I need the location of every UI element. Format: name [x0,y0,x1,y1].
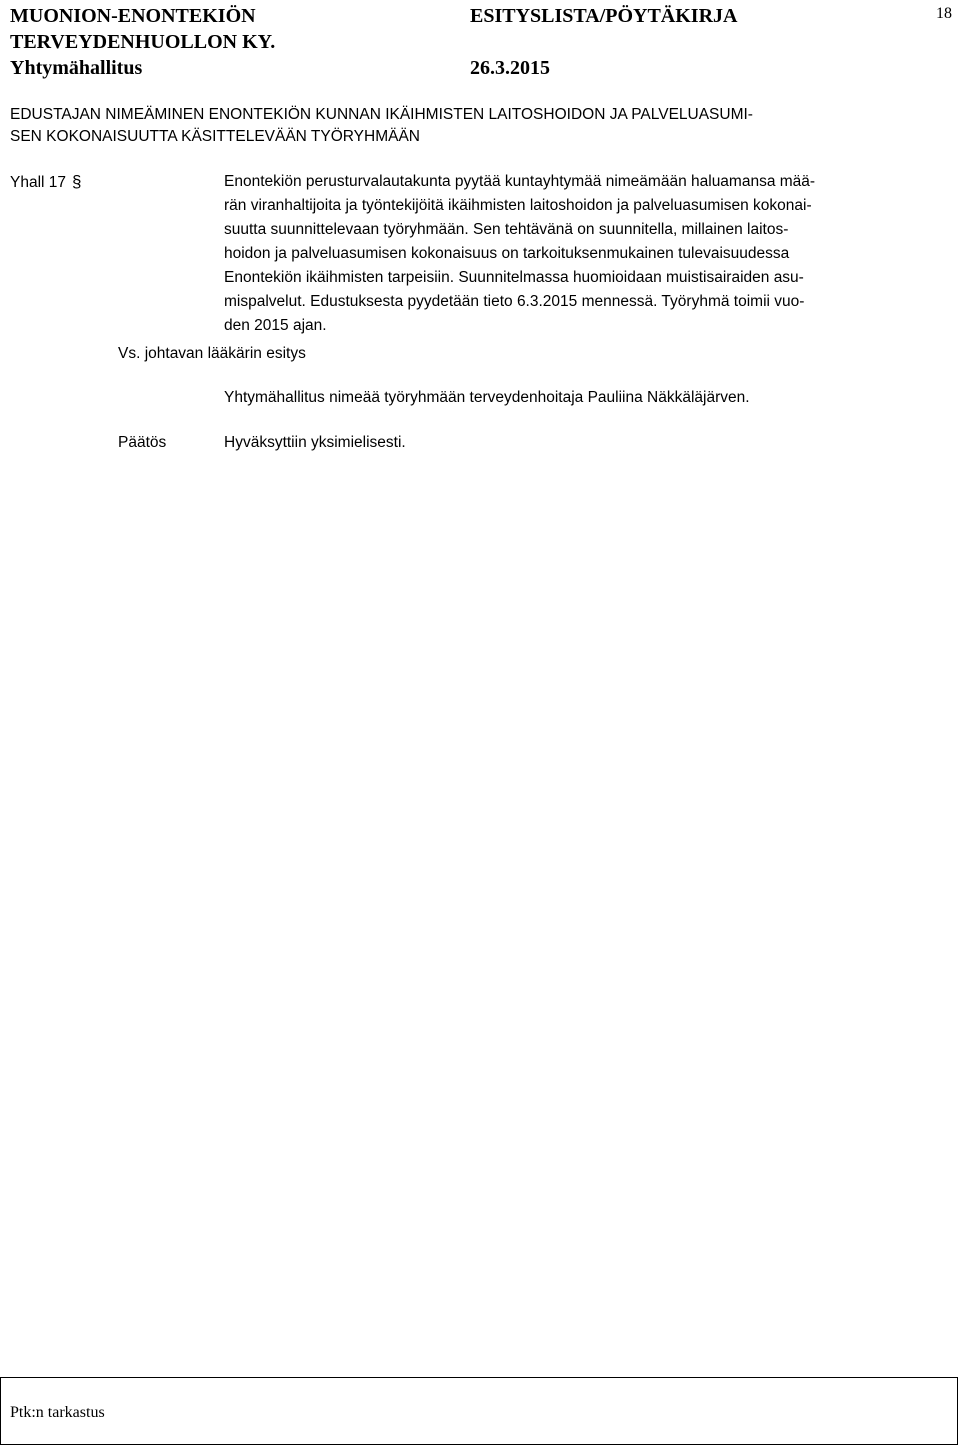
section-body [224,170,954,338]
meeting-date: 26.3.2015 [470,57,550,79]
agenda-item-title [10,104,940,148]
page-number: 18 [936,5,952,22]
decision-text: Hyväksyttiin yksimielisesti. [224,434,406,451]
proposal-text: Yhtymähallitus nimeää työryhmään terveydenhoitaja Pauliina Näkkäläjärven. [224,389,750,406]
organization-name-line2: TERVEYDENHUOLLON KY. [10,31,276,53]
body-line: Enontekiön ikäihmisten tarpeisiin. Suunnitelmassa huomioidaan muistisairaiden asu- [224,269,804,286]
section-symbol: § [72,172,82,191]
body-line: suutta suunnittelevaan työryhmään. Sen tehtävänä on suunnitella, millainen laitos- [224,221,789,238]
title-line: EDUSTAJAN NIMEÄMINEN ENONTEKIÖN KUNNAN IKÄIHMISTEN LAITOSHOIDON JA PALVELUASUMI- [10,106,753,123]
decision-label: Päätös [118,434,167,451]
document-type: ESITYSLISTA/PÖYTÄKIRJA [470,5,738,27]
governing-body: Yhtymähallitus [10,57,143,79]
body-line: hoidon ja palveluasumisen kokonaisuus on tarkoituksenmukainen tulevaisuudessa [224,245,790,262]
body-line: Enontekiön perusturvalautakunta pyytää kuntayhtymää nimeämään haluamansa mää- [224,173,816,190]
section-number-text: Yhall 17 [10,174,67,191]
body-line: rän viranhaltijoita ja työntekijöitä ikäihmisten laitoshoidon ja palveluasumisen kokonai- [224,197,812,214]
section-number [10,170,81,195]
minutes-check-box [0,1377,958,1445]
body-line: den 2015 ajan. [224,317,327,334]
proposal-label: Vs. johtavan lääkärin esitys [118,345,306,362]
title-line: SEN KOKONAISUUTTA KÄSITTELEVÄÄN TYÖRYHMÄÄN [10,128,420,145]
body-line: mispalvelut. Edustuksesta pyydetään tieto 6.3.2015 mennessä. Työryhmä toimii vuo- [224,293,805,310]
organization-name-line1: MUONION-ENONTEKIÖN [10,5,256,27]
document-header [0,0,960,80]
minutes-check-label: Ptk:n tarkastus [10,1404,105,1421]
